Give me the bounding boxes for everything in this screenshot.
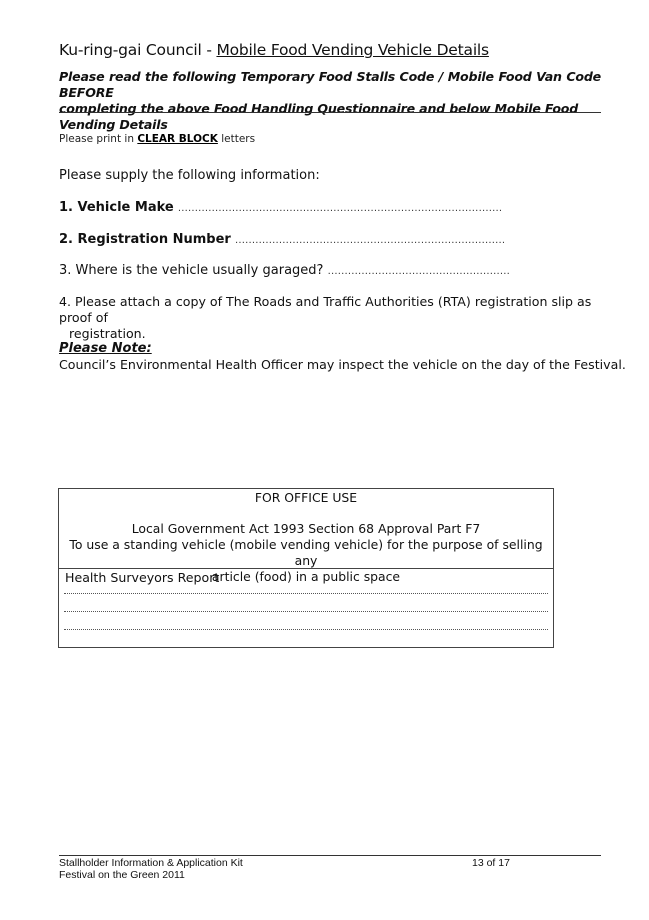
page-title	[59, 41, 489, 59]
note-text: Council’s Environmental Health Officer may inspect the vehicle on the day of the Festival.	[59, 357, 626, 372]
rta-attachment-instruction	[59, 294, 619, 342]
vehicle-make-field[interactable]	[59, 200, 502, 215]
act-line: Local Government Act 1993 Section 68 Approval Part F7	[131, 521, 481, 536]
purpose-line-1: To use a standing vehicle (mobile vending vehicle) for the purpose of selling any	[69, 537, 543, 568]
intro-line-1: Please read the following Temporary Food Stalls Code / Mobile Food Van Code BEFORE	[59, 69, 601, 100]
footer-divider	[59, 855, 601, 856]
office-use-box	[58, 488, 554, 648]
section-title: Mobile Food Vending Vehicle Details	[216, 41, 489, 59]
footer-kit-name: Stallholder Information & Application Kit	[59, 857, 243, 869]
rta-line-2: registration.	[69, 326, 146, 341]
note-heading: Please Note:	[59, 341, 152, 356]
print-emphasis: CLEAR BLOCK	[137, 133, 218, 145]
office-use-title: FOR OFFICE USE	[254, 490, 358, 505]
garage-location-field[interactable]	[59, 263, 510, 278]
registration-number-input-line[interactable]: ................................................................................	[234, 235, 506, 246]
registration-number-label: 2. Registration Number	[59, 232, 231, 247]
footer-event-name: Festival on the Green 2011	[59, 869, 185, 881]
vehicle-make-label: 1. Vehicle Make	[59, 200, 174, 215]
council-name: Ku-ring-gai Council -	[59, 41, 217, 59]
report-line-2[interactable]	[64, 611, 548, 612]
header-divider	[59, 112, 601, 113]
vehicle-make-input-line[interactable]: ................................................................................................	[177, 203, 503, 214]
page-number: 13 of 17	[472, 857, 510, 869]
health-surveyors-report-label: Health Surveyors Report	[65, 570, 220, 585]
report-line-1[interactable]	[64, 593, 548, 594]
garage-location-label: 3. Where is the vehicle usually garaged?	[59, 263, 324, 278]
registration-number-field[interactable]	[59, 232, 505, 247]
garage-location-input-line[interactable]: ......................................................	[327, 266, 511, 277]
print-suffix: letters	[217, 133, 256, 145]
purpose-line-2: article (food) in a public space	[211, 569, 401, 584]
report-line-3[interactable]	[64, 629, 548, 630]
rta-line-1: 4. Please attach a copy of The Roads and Traffic Authorities (RTA) registration slip as proof of	[59, 294, 592, 325]
supply-instruction: Please supply the following information:	[59, 168, 320, 183]
print-instruction	[59, 133, 255, 145]
print-prefix: Please print in	[59, 133, 138, 145]
intro-line-2: completing the above Food Handling Questionnaire and below Mobile Food Vending Details	[59, 101, 579, 132]
intro-instructions	[59, 69, 601, 133]
